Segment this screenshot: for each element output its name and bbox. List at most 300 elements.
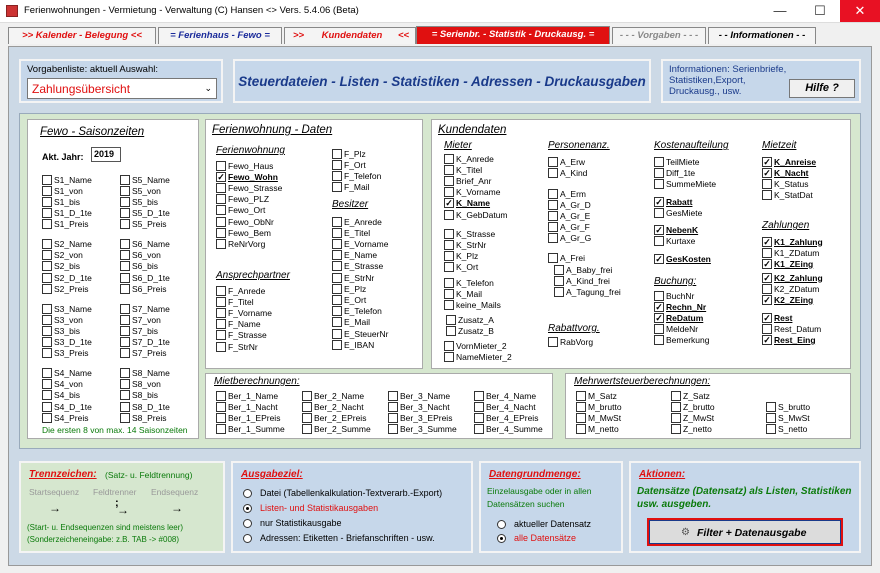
checkbox-box[interactable] — [216, 413, 226, 423]
checkbox-box[interactable]: ✓ — [655, 253, 663, 264]
close-button[interactable]: ✕ — [840, 0, 880, 22]
checkbox-s3-name[interactable] — [42, 303, 92, 314]
checkbox-box[interactable] — [444, 154, 454, 164]
checkbox-box[interactable]: ✓ — [763, 236, 771, 247]
checkbox-box[interactable] — [332, 273, 342, 283]
checkbox-box[interactable] — [42, 368, 52, 378]
checkbox-box[interactable] — [42, 273, 52, 283]
checkbox-zusatz-b[interactable] — [446, 325, 494, 336]
checkbox-box[interactable]: ✓ — [655, 196, 663, 207]
checkbox-box[interactable] — [120, 348, 130, 358]
checkbox-f-plz[interactable] — [332, 148, 366, 159]
tab-vorgaben[interactable]: - - - Vorgaben - - - — [612, 27, 706, 44]
vorgabe-select[interactable] — [27, 78, 217, 99]
radio-alle-datens-tze[interactable] — [497, 533, 576, 543]
checkbox-box[interactable] — [216, 342, 226, 352]
checkbox-box[interactable] — [554, 265, 564, 275]
checkbox-box[interactable] — [444, 278, 454, 288]
radio-adressen-etiketten-briefanschriften-usw[interactable] — [243, 533, 435, 543]
checkbox-box[interactable] — [444, 289, 454, 299]
checkbox-box[interactable] — [762, 179, 772, 189]
checkbox-box[interactable] — [654, 157, 664, 167]
checkbox-box[interactable] — [216, 194, 226, 204]
end-arrow-icon[interactable]: → — [171, 501, 183, 515]
checkbox-box[interactable] — [444, 165, 454, 175]
checkbox-s4-d-1te[interactable] — [42, 401, 92, 412]
checkbox-box[interactable] — [444, 187, 454, 197]
checkbox-a-gr-e[interactable] — [548, 210, 590, 221]
checkbox-k-strasse[interactable] — [444, 228, 495, 239]
checkbox-box[interactable] — [42, 402, 52, 412]
checkbox-s1-name[interactable] — [42, 174, 92, 185]
radio-dot[interactable] — [497, 534, 506, 543]
checkbox-box[interactable] — [654, 168, 664, 178]
checkbox-ber-4-name[interactable] — [474, 390, 536, 401]
checkbox-box[interactable] — [216, 286, 226, 296]
checkbox-e-name[interactable] — [332, 250, 377, 261]
checkbox-f-anrede[interactable] — [216, 285, 265, 296]
checkbox-box[interactable] — [216, 161, 226, 171]
checkbox-box[interactable] — [120, 368, 130, 378]
checkbox-box[interactable] — [120, 304, 130, 314]
checkbox-box[interactable] — [120, 208, 130, 218]
checkbox-s1-d-1te[interactable] — [42, 208, 92, 219]
checkbox-rabatt[interactable] — [654, 196, 692, 207]
checkbox-box[interactable] — [762, 324, 772, 334]
checkbox-ber-4-epreis[interactable] — [474, 412, 538, 423]
checkbox-s5-von[interactable] — [120, 185, 161, 196]
checkbox-s1-bis[interactable] — [42, 196, 80, 207]
checkbox-box[interactable] — [302, 424, 312, 434]
checkbox-box[interactable] — [216, 297, 226, 307]
checkbox-box[interactable] — [762, 190, 772, 200]
checkbox-ber-2-epreis[interactable] — [302, 412, 366, 423]
checkbox-s5-name[interactable] — [120, 174, 170, 185]
checkbox-box[interactable] — [474, 424, 484, 434]
checkbox-s3-d-1te[interactable] — [42, 337, 92, 348]
checkbox-box[interactable] — [654, 335, 664, 345]
checkbox-box[interactable] — [120, 273, 130, 283]
checkbox-ber-1-nacht[interactable] — [216, 401, 278, 412]
checkbox-ber-1-epreis[interactable] — [216, 412, 280, 423]
checkbox-box[interactable] — [332, 317, 342, 327]
checkbox-f-telefon[interactable] — [332, 170, 381, 181]
checkbox-box[interactable]: ✓ — [655, 301, 663, 312]
checkbox-s7-von[interactable] — [120, 314, 161, 325]
checkbox-box[interactable] — [216, 217, 226, 227]
checkbox-box[interactable] — [388, 391, 398, 401]
checkbox-box[interactable] — [576, 413, 586, 423]
checkbox-ber-1-summe[interactable] — [216, 424, 285, 435]
checkbox-box[interactable] — [766, 424, 776, 434]
checkbox-box[interactable] — [302, 402, 312, 412]
checkbox-box[interactable] — [42, 284, 52, 294]
checkbox-namemieter-2[interactable] — [444, 351, 512, 362]
checkbox-f-name[interactable] — [216, 319, 261, 330]
checkbox-box[interactable] — [216, 402, 226, 412]
checkbox-box[interactable] — [42, 337, 52, 347]
checkbox-z-brutto[interactable] — [671, 401, 715, 412]
checkbox-box[interactable] — [216, 330, 226, 340]
radio-dot[interactable] — [243, 489, 252, 498]
checkbox-s4-von[interactable] — [42, 379, 83, 390]
radio-dot[interactable] — [243, 504, 252, 513]
checkbox-bemerkung[interactable] — [654, 335, 709, 346]
checkbox-nebenk[interactable] — [654, 224, 698, 235]
checkbox-box[interactable]: ✓ — [763, 258, 771, 269]
checkbox-ber-2-name[interactable] — [302, 390, 364, 401]
checkbox-rest[interactable] — [762, 312, 792, 323]
checkbox-box[interactable] — [474, 391, 484, 401]
checkbox-s8-name[interactable] — [120, 368, 170, 379]
checkbox-box[interactable] — [654, 324, 664, 334]
radio-dot[interactable] — [243, 534, 252, 543]
checkbox-k-anrede[interactable] — [444, 153, 494, 164]
checkbox-box[interactable] — [332, 228, 342, 238]
checkbox-ber-4-nacht[interactable] — [474, 401, 536, 412]
checkbox-k-telefon[interactable] — [444, 277, 494, 288]
checkbox-box[interactable] — [654, 291, 664, 301]
feld-arrow-icon[interactable]: → — [117, 503, 129, 517]
checkbox-s5-d-1te[interactable] — [120, 208, 170, 219]
checkbox-box[interactable] — [332, 149, 342, 159]
checkbox-rechn-nr[interactable] — [654, 301, 706, 312]
checkbox-box[interactable] — [548, 189, 558, 199]
checkbox-box[interactable] — [42, 208, 52, 218]
checkbox-s5-preis[interactable] — [120, 219, 167, 230]
checkbox-box[interactable] — [444, 210, 454, 220]
checkbox-box[interactable] — [548, 253, 558, 263]
checkbox-s4-name[interactable] — [42, 368, 92, 379]
checkbox-e-plz[interactable] — [332, 283, 366, 294]
checkbox-e-vorname[interactable] — [332, 238, 388, 249]
checkbox-box[interactable] — [332, 306, 342, 316]
checkbox-box[interactable] — [671, 413, 681, 423]
checkbox-fewo-haus[interactable] — [216, 160, 273, 171]
checkbox-box[interactable] — [120, 239, 130, 249]
checkbox-box[interactable] — [444, 300, 454, 310]
checkbox-ber-3-name[interactable] — [388, 390, 450, 401]
tab-serienbriefe[interactable]: = Serienbr. - Statistik - Druckausg. = — [416, 26, 610, 44]
checkbox-z-mwst[interactable] — [671, 412, 714, 423]
checkbox-box[interactable]: ✓ — [655, 224, 663, 235]
checkbox-box[interactable] — [216, 205, 226, 215]
checkbox-box[interactable] — [42, 219, 52, 229]
checkbox-box[interactable] — [444, 229, 454, 239]
checkbox-box[interactable]: ✓ — [763, 167, 771, 178]
checkbox-s6-von[interactable] — [120, 250, 161, 261]
checkbox-box[interactable] — [444, 251, 454, 261]
checkbox-fewo-strasse[interactable] — [216, 182, 282, 193]
checkbox-s1-preis[interactable] — [42, 219, 89, 230]
checkbox-box[interactable] — [216, 424, 226, 434]
checkbox-a-tagung-frei[interactable] — [554, 286, 621, 297]
checkbox-f-mail[interactable] — [332, 182, 370, 193]
checkbox-s2-bis[interactable] — [42, 261, 80, 272]
checkbox-box[interactable] — [42, 315, 52, 325]
checkbox-brief-anr[interactable] — [444, 175, 491, 186]
checkbox-box[interactable] — [576, 391, 586, 401]
checkbox-box[interactable] — [42, 413, 52, 423]
checkbox-k-gebdatum[interactable] — [444, 209, 508, 220]
checkbox-summemiete[interactable] — [654, 178, 716, 189]
checkbox-box[interactable] — [446, 315, 456, 325]
checkbox-k2-zdatum[interactable] — [762, 283, 819, 294]
checkbox-box[interactable] — [332, 329, 342, 339]
checkbox-s8-d-1te[interactable] — [120, 401, 170, 412]
checkbox-k2-zahlung[interactable] — [762, 272, 823, 283]
checkbox-s6-bis[interactable] — [120, 261, 158, 272]
checkbox-buchnr[interactable] — [654, 290, 694, 301]
checkbox-box[interactable] — [654, 236, 664, 246]
checkbox-box[interactable] — [444, 262, 454, 272]
checkbox-k2-zeing[interactable] — [762, 294, 813, 305]
checkbox-geskosten[interactable] — [654, 253, 711, 264]
checkbox-a-kind-frei[interactable] — [554, 275, 610, 286]
checkbox-s1-von[interactable] — [42, 185, 83, 196]
checkbox-ber-3-summe[interactable] — [388, 424, 457, 435]
checkbox-box[interactable] — [388, 402, 398, 412]
checkbox-box[interactable] — [120, 250, 130, 260]
checkbox-box[interactable] — [120, 402, 130, 412]
checkbox-z-satz[interactable] — [671, 390, 710, 401]
checkbox-a-kind[interactable] — [548, 167, 587, 178]
checkbox-gesmiete[interactable] — [654, 207, 702, 218]
tab-kalender[interactable]: >> Kalender - Belegung << — [8, 27, 156, 44]
checkbox-box[interactable] — [766, 413, 776, 423]
checkbox-box[interactable] — [216, 183, 226, 193]
checkbox-box[interactable] — [444, 352, 454, 362]
checkbox-s2-d-1te[interactable] — [42, 272, 92, 283]
checkbox-box[interactable] — [216, 239, 226, 249]
checkbox-k-mail[interactable] — [444, 288, 482, 299]
checkbox-k-strnr[interactable] — [444, 239, 486, 250]
checkbox-box[interactable] — [216, 228, 226, 238]
checkbox-box[interactable] — [766, 402, 776, 412]
checkbox-box[interactable]: ✓ — [763, 272, 771, 283]
checkbox-s3-von[interactable] — [42, 314, 83, 325]
checkbox-box[interactable] — [332, 171, 342, 181]
help-button[interactable]: Hilfe ? — [789, 79, 855, 98]
checkbox-box[interactable] — [42, 379, 52, 389]
checkbox-box[interactable] — [42, 326, 52, 336]
checkbox-a-baby-frei[interactable] — [554, 264, 612, 275]
checkbox-box[interactable] — [120, 261, 130, 271]
checkbox-box[interactable] — [120, 197, 130, 207]
checkbox-box[interactable] — [332, 340, 342, 350]
checkbox-m-brutto[interactable] — [576, 401, 622, 412]
checkbox-m-satz[interactable] — [576, 390, 617, 401]
checkbox-s6-preis[interactable] — [120, 283, 167, 294]
checkbox-e-ort[interactable] — [332, 294, 366, 305]
checkbox-s7-d-1te[interactable] — [120, 337, 170, 348]
radio-datei-tabellenkalkulation-textverarb-export[interactable] — [243, 488, 442, 498]
checkbox-s-netto[interactable] — [766, 424, 807, 435]
checkbox-fewo-obnr[interactable] — [216, 216, 274, 227]
radio-dot[interactable] — [243, 519, 252, 528]
checkbox-box[interactable] — [302, 391, 312, 401]
checkbox-k-nacht[interactable] — [762, 167, 808, 178]
checkbox-keine-mails[interactable] — [444, 299, 501, 310]
checkbox-box[interactable] — [548, 222, 558, 232]
checkbox-a-erw[interactable] — [548, 156, 585, 167]
checkbox-s2-von[interactable] — [42, 250, 83, 261]
checkbox-box[interactable] — [42, 239, 52, 249]
checkbox-box[interactable]: ✓ — [217, 171, 225, 182]
checkbox-box[interactable] — [120, 186, 130, 196]
checkbox-s-brutto[interactable] — [766, 401, 810, 412]
checkbox-box[interactable] — [42, 390, 52, 400]
checkbox-ber-2-summe[interactable] — [302, 424, 371, 435]
checkbox-s2-name[interactable] — [42, 239, 92, 250]
checkbox-box[interactable] — [120, 326, 130, 336]
checkbox-fewo-wohn[interactable] — [216, 171, 278, 182]
checkbox-s4-preis[interactable] — [42, 412, 89, 423]
checkbox-box[interactable] — [388, 424, 398, 434]
start-arrow-icon[interactable]: → — [49, 501, 61, 515]
checkbox-box[interactable] — [332, 182, 342, 192]
checkbox-a-erm[interactable] — [548, 188, 586, 199]
checkbox-box[interactable] — [120, 390, 130, 400]
checkbox-s3-preis[interactable] — [42, 348, 89, 359]
checkbox-box[interactable] — [120, 315, 130, 325]
checkbox-a-gr-f[interactable] — [548, 222, 590, 233]
checkbox-k-name[interactable] — [444, 198, 490, 209]
checkbox-kurtaxe[interactable] — [654, 235, 695, 246]
checkbox-box[interactable] — [576, 424, 586, 434]
checkbox-box[interactable] — [302, 413, 312, 423]
checkbox-s7-preis[interactable] — [120, 348, 167, 359]
checkbox-box[interactable]: ✓ — [445, 198, 453, 209]
checkbox-fewo-bem[interactable] — [216, 227, 271, 238]
feld-value[interactable]: ; — [115, 497, 119, 509]
checkbox-renrvorg[interactable] — [216, 238, 265, 249]
checkbox-box[interactable] — [332, 160, 342, 170]
checkbox-box[interactable] — [444, 176, 454, 186]
checkbox-s-mwst[interactable] — [766, 412, 810, 423]
checkbox-s5-bis[interactable] — [120, 196, 158, 207]
checkbox-box[interactable] — [120, 379, 130, 389]
checkbox-box[interactable] — [332, 295, 342, 305]
checkbox-box[interactable] — [474, 402, 484, 412]
checkbox-f-titel[interactable] — [216, 296, 254, 307]
checkbox-box[interactable] — [42, 348, 52, 358]
checkbox-fewo-plz[interactable] — [216, 194, 269, 205]
checkbox-box[interactable] — [474, 413, 484, 423]
checkbox-box[interactable] — [654, 179, 664, 189]
checkbox-ber-3-nacht[interactable] — [388, 401, 450, 412]
checkbox-ber-1-name[interactable] — [216, 390, 278, 401]
checkbox-box[interactable] — [120, 337, 130, 347]
checkbox-rest-eing[interactable] — [762, 334, 816, 345]
checkbox-f-strnr[interactable] — [216, 341, 258, 352]
checkbox-f-vorname[interactable] — [216, 307, 272, 318]
checkbox-box[interactable] — [762, 284, 772, 294]
checkbox-rabvorg[interactable] — [548, 336, 593, 347]
checkbox-box[interactable] — [216, 391, 226, 401]
checkbox-box[interactable] — [42, 261, 52, 271]
radio-aktueller-datensatz[interactable] — [497, 519, 591, 529]
checkbox-s8-von[interactable] — [120, 379, 161, 390]
radio-nur-statistikausgabe[interactable] — [243, 518, 342, 528]
checkbox-z-netto[interactable] — [671, 424, 712, 435]
checkbox-box[interactable] — [654, 208, 664, 218]
checkbox-box[interactable] — [332, 261, 342, 271]
checkbox-k-anreise[interactable] — [762, 156, 816, 167]
checkbox-f-ort[interactable] — [332, 159, 366, 170]
checkbox-teilmiete[interactable] — [654, 156, 700, 167]
checkbox-k-titel[interactable] — [444, 164, 482, 175]
checkbox-k1-zeing[interactable] — [762, 258, 813, 269]
checkbox-box[interactable] — [42, 186, 52, 196]
checkbox-box[interactable] — [120, 284, 130, 294]
filter-button[interactable] — [647, 518, 843, 546]
checkbox-e-strnr[interactable] — [332, 272, 374, 283]
checkbox-box[interactable] — [671, 402, 681, 412]
checkbox-s4-bis[interactable] — [42, 390, 80, 401]
checkbox-e-telefon[interactable] — [332, 306, 382, 317]
checkbox-box[interactable] — [548, 233, 558, 243]
checkbox-box[interactable] — [42, 197, 52, 207]
checkbox-box[interactable] — [42, 304, 52, 314]
year-input[interactable]: 2019 — [91, 147, 121, 162]
checkbox-s7-name[interactable] — [120, 303, 170, 314]
maximize-button[interactable]: ☐ — [814, 3, 826, 18]
checkbox-box[interactable] — [762, 248, 772, 258]
checkbox-box[interactable] — [216, 319, 226, 329]
checkbox-box[interactable] — [444, 240, 454, 250]
checkbox-box[interactable] — [576, 402, 586, 412]
radio-dot[interactable] — [497, 520, 506, 529]
checkbox-box[interactable] — [548, 211, 558, 221]
checkbox-box[interactable]: ✓ — [763, 334, 771, 345]
checkbox-meldenr[interactable] — [654, 324, 698, 335]
checkbox-ber-2-nacht[interactable] — [302, 401, 364, 412]
checkbox-k-statdat[interactable] — [762, 190, 813, 201]
checkbox-box[interactable]: ✓ — [763, 294, 771, 305]
checkbox-a-gr-d[interactable] — [548, 199, 591, 210]
checkbox-a-frei[interactable] — [548, 252, 585, 263]
checkbox-box[interactable] — [548, 200, 558, 210]
checkbox-f-strasse[interactable] — [216, 330, 267, 341]
checkbox-s7-bis[interactable] — [120, 325, 158, 336]
checkbox-box[interactable] — [446, 326, 456, 336]
checkbox-m-netto[interactable] — [576, 424, 619, 435]
checkbox-ber-3-epreis[interactable] — [388, 412, 452, 423]
checkbox-s8-preis[interactable] — [120, 412, 167, 423]
checkbox-box[interactable] — [332, 284, 342, 294]
checkbox-zusatz-a[interactable] — [446, 314, 494, 325]
checkbox-e-iban[interactable] — [332, 339, 374, 350]
checkbox-s3-bis[interactable] — [42, 325, 80, 336]
checkbox-box[interactable] — [548, 168, 558, 178]
checkbox-s8-bis[interactable] — [120, 390, 158, 401]
checkbox-s6-name[interactable] — [120, 239, 170, 250]
checkbox-box[interactable]: ✓ — [763, 312, 771, 323]
checkbox-e-titel[interactable] — [332, 227, 370, 238]
checkbox-box[interactable] — [120, 413, 130, 423]
checkbox-box[interactable] — [42, 250, 52, 260]
checkbox-box[interactable] — [548, 157, 558, 167]
checkbox-box[interactable] — [671, 424, 681, 434]
checkbox-a-gr-g[interactable] — [548, 233, 591, 244]
checkbox-e-mail[interactable] — [332, 317, 370, 328]
checkbox-s6-d-1te[interactable] — [120, 272, 170, 283]
checkbox-box[interactable] — [332, 239, 342, 249]
checkbox-box[interactable] — [444, 341, 454, 351]
checkbox-k-vorname[interactable] — [444, 187, 500, 198]
minimize-button[interactable]: — — [773, 3, 787, 18]
